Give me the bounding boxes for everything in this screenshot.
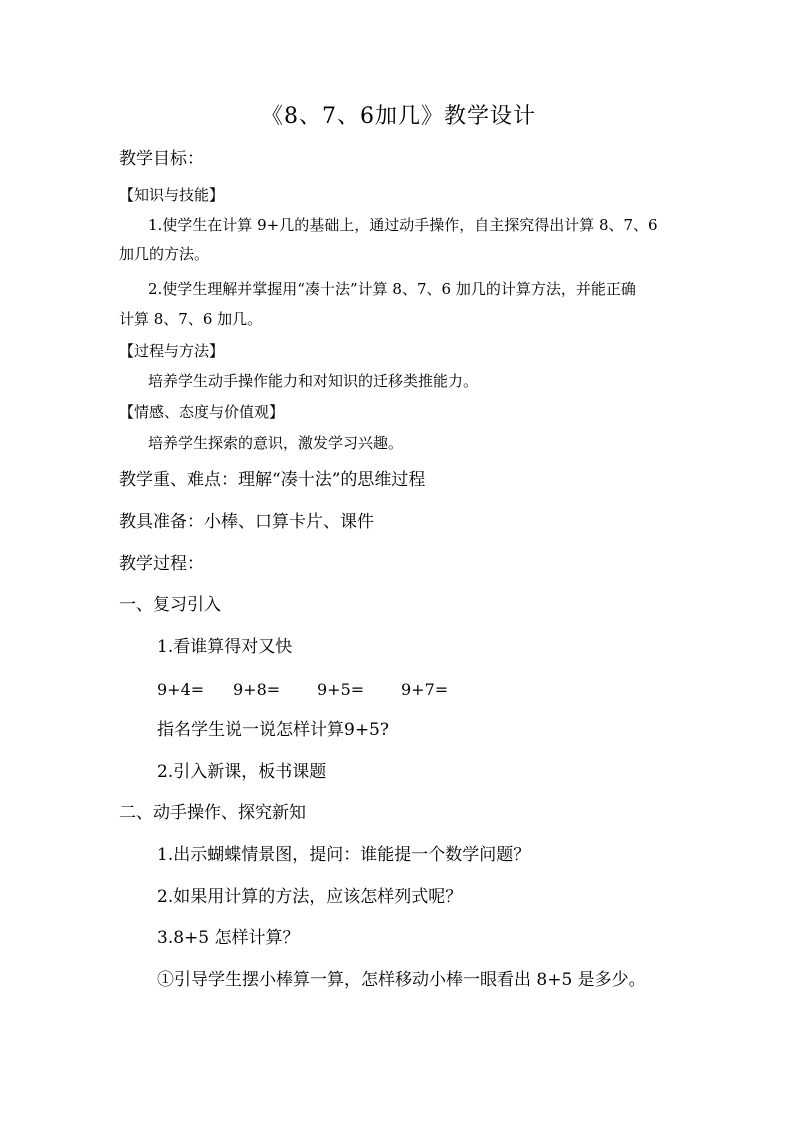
part1-step2: 2.引入新课，板书课题 bbox=[157, 762, 327, 782]
knowledge-item2-line1: 2.使学生理解并掌握用“凑十法”计算 8、7、6 加几的计算方法，并能正确 bbox=[148, 280, 636, 298]
equation-2: 9+8= bbox=[233, 680, 281, 699]
knowledge-item1-line2: 加几的方法。 bbox=[119, 245, 210, 263]
knowledge-item1-line1: 1.使学生在计算 9+几的基础上，通过动手操作，自主探究得出计算 8、7、6 bbox=[148, 216, 658, 234]
knowledge-heading: 【知识与技能】 bbox=[119, 186, 225, 204]
goals-heading: 教学目标： bbox=[119, 149, 204, 169]
process-method-text: 培养学生动手操作能力和对知识的迁移类推能力。 bbox=[148, 372, 479, 390]
equation-1: 9+4= bbox=[157, 680, 205, 699]
key-points: 教学重、难点：理解“凑十法”的思维过程 bbox=[119, 470, 426, 490]
part1-step1: 1.看谁算得对又快 bbox=[157, 637, 293, 657]
attitude-heading: 【情感、态度与价值观】 bbox=[119, 403, 285, 421]
knowledge-item2-line2: 计算 8、7、6 加几。 bbox=[119, 310, 263, 328]
part2-step3: 3.8+5 怎样计算？ bbox=[157, 928, 300, 948]
document-title: 《8、7、6加几》教学设计 bbox=[261, 104, 536, 129]
attitude-text: 培养学生探索的意识，激发学习兴趣。 bbox=[148, 434, 404, 452]
part2-step3-a: ①引导学生摆小棒算一算，怎样移动小棒一眼看出 8+5 是多少。 bbox=[157, 970, 646, 990]
process-heading: 教学过程： bbox=[119, 554, 204, 574]
part1-ask: 指名学生说一说怎样计算9+5? bbox=[157, 720, 389, 740]
part2-heading: 二、动手操作、探究新知 bbox=[119, 803, 306, 823]
equation-3: 9+5= bbox=[317, 680, 365, 699]
materials: 教具准备：小棒、口算卡片、课件 bbox=[119, 512, 374, 532]
equation-4: 9+7= bbox=[401, 680, 449, 699]
part1-heading: 一、复习引入 bbox=[119, 595, 221, 615]
part2-step1: 1.出示蝴蝶情景图，提问：谁能提一个数学问题？ bbox=[157, 845, 531, 865]
process-method-heading: 【过程与方法】 bbox=[119, 342, 225, 360]
part2-step2: 2.如果用计算的方法，应该怎样列式呢？ bbox=[157, 887, 463, 907]
